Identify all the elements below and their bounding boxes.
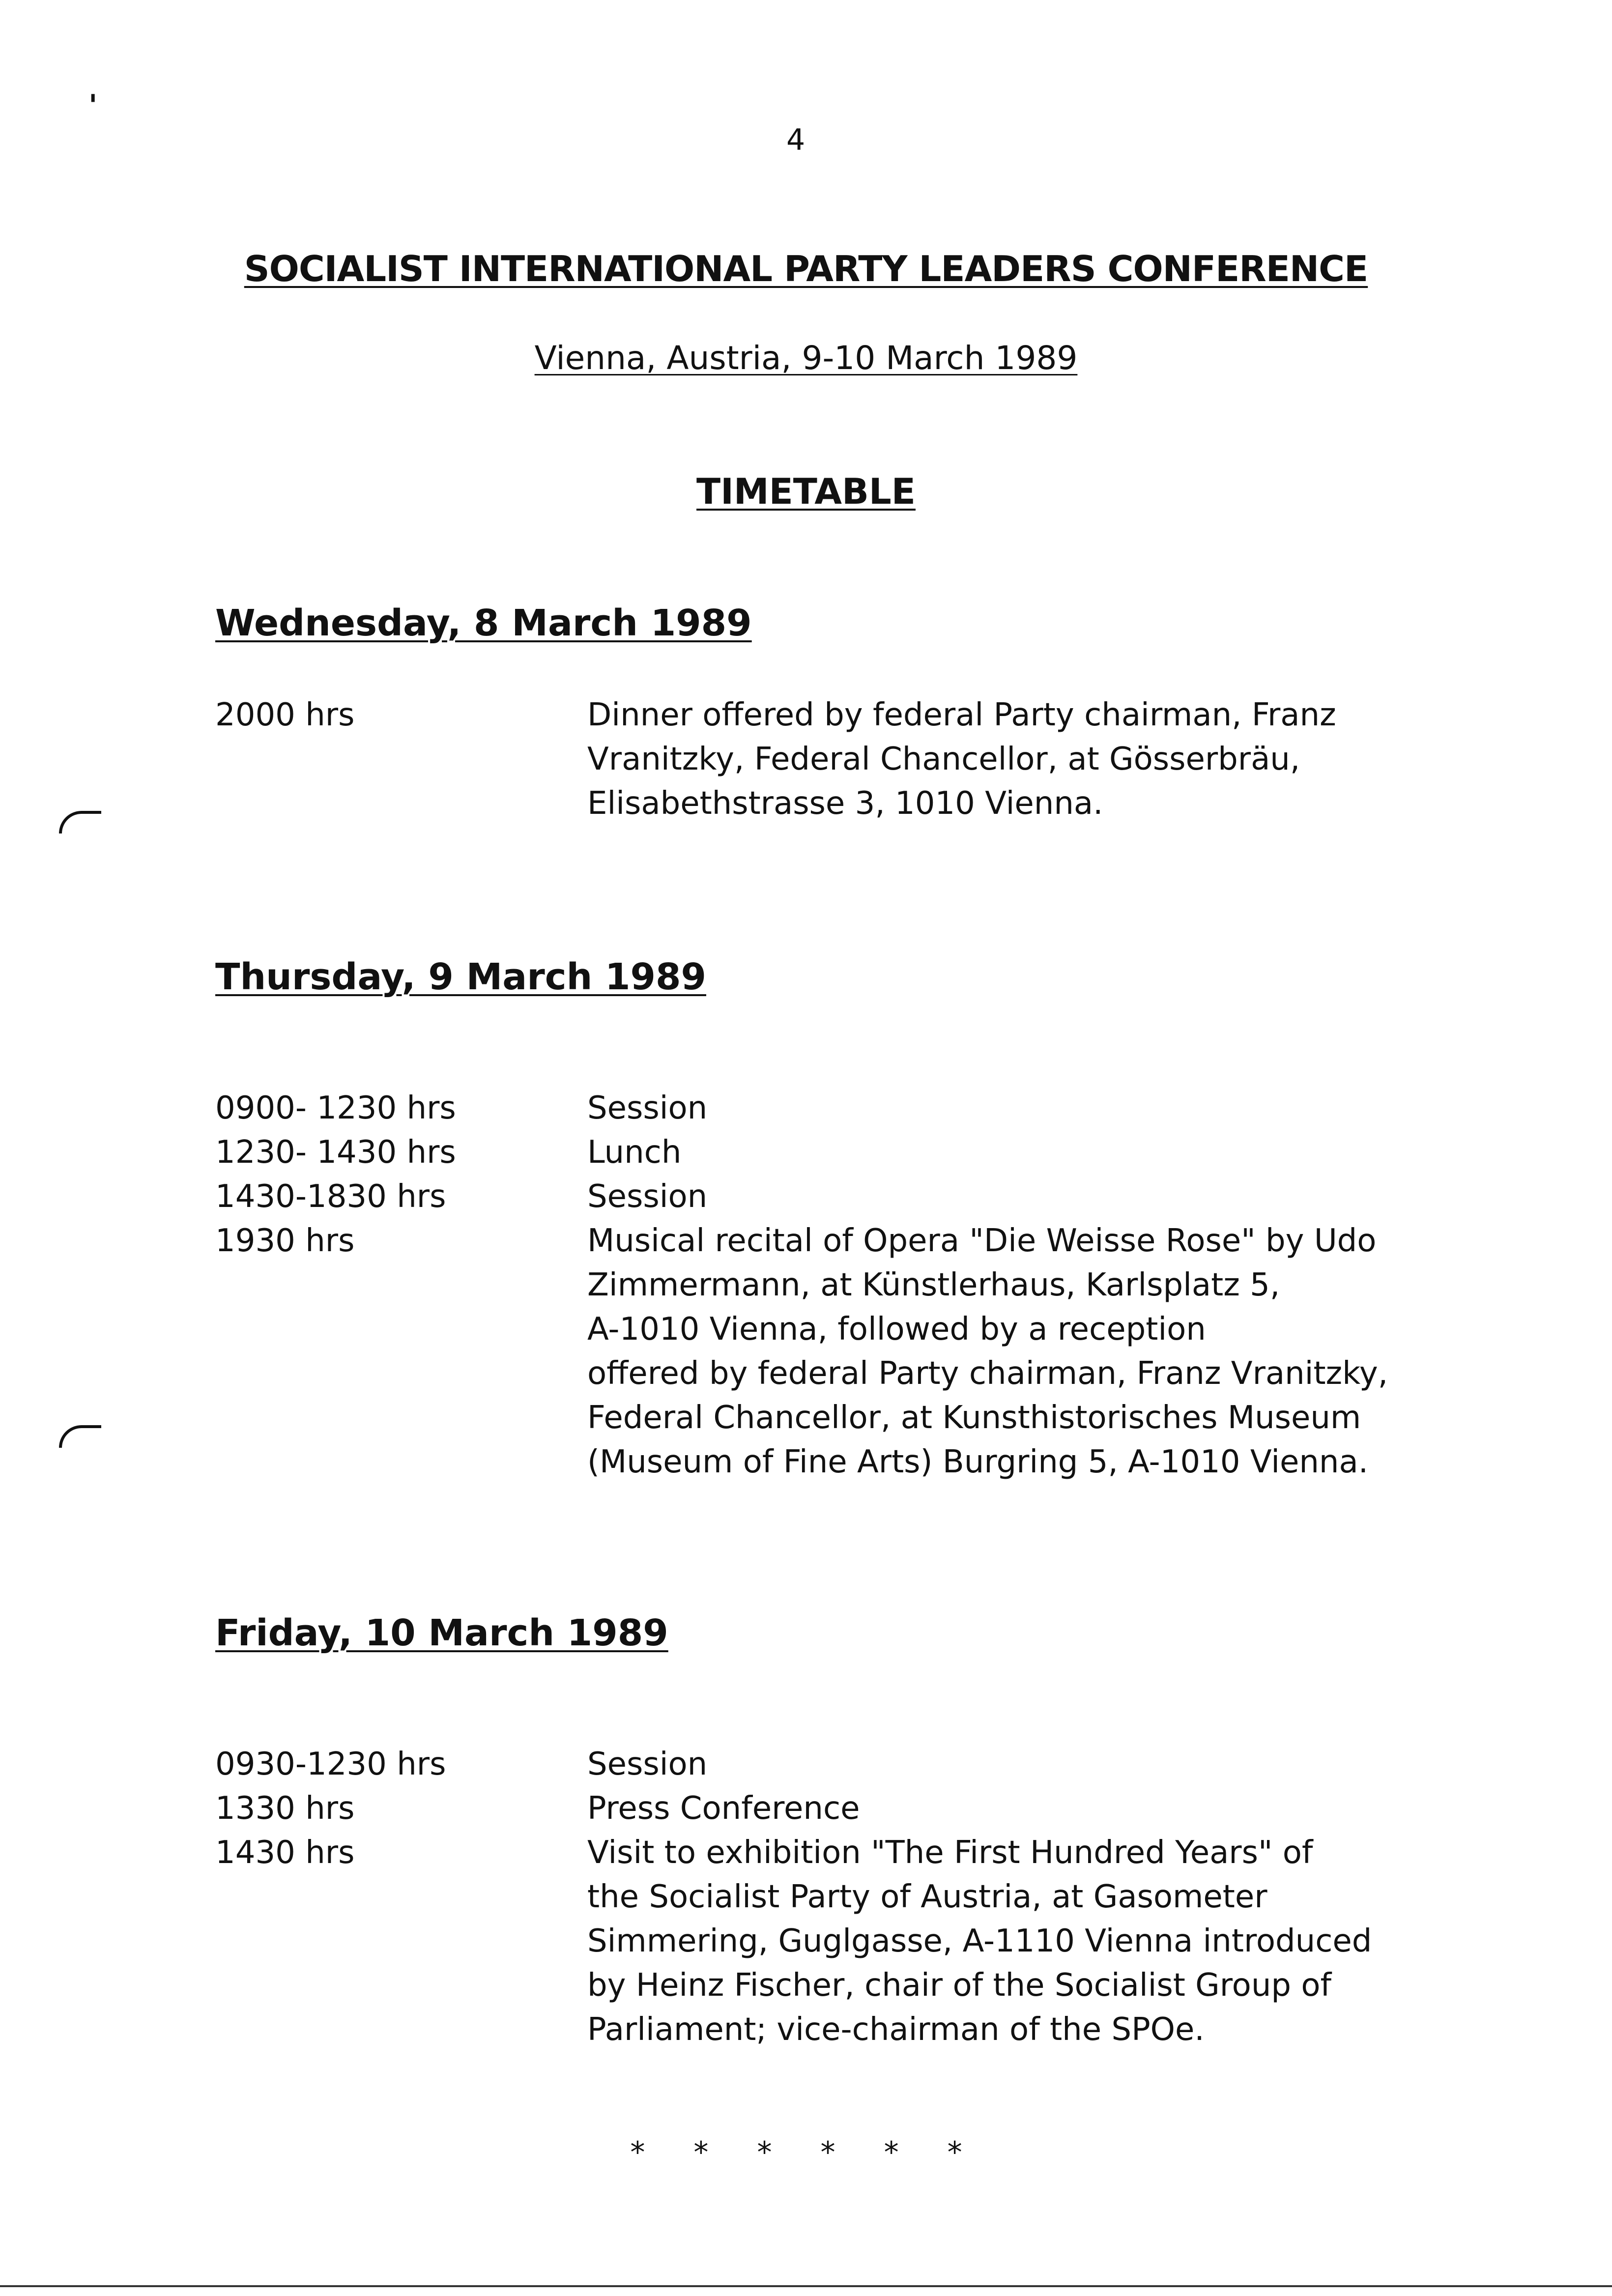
document-title: SOCIALIST INTERNATIONAL PARTY LEADERS CONFERENCE — [244, 248, 1368, 289]
day-heading-friday: Friday, 10 March 1989 — [215, 1612, 668, 1654]
schedule-time: 1330 hrs — [215, 1790, 355, 1827]
schedule-event: Lunch — [587, 1134, 682, 1171]
schedule-time: 2000 hrs — [215, 697, 355, 733]
document-subtitle: Vienna, Austria, 9-10 March 1989 — [534, 339, 1078, 377]
section-title: TIMETABLE — [696, 471, 916, 512]
schedule-time: 0900- 1230 hrs — [215, 1090, 456, 1126]
schedule-event: Dinner offered by federal Party chairman, Franz Vranitzky, Federal Chancellor, at Gösserbräu, Elisabethstrasse 3, 1010 Vienna. — [587, 697, 1336, 822]
schedule-event: Press Conference — [587, 1790, 860, 1827]
closing-asterisks: * * * * * * — [630, 2135, 982, 2170]
bottom-divider — [0, 2285, 1612, 2287]
margin-punch-mark — [59, 1425, 101, 1448]
schedule-event: Session — [587, 1090, 708, 1126]
margin-tick-mark: ' — [88, 88, 98, 123]
schedule-time: 1930 hrs — [215, 1223, 355, 1259]
schedule-time: 1230- 1430 hrs — [215, 1134, 456, 1171]
schedule-event: Musical recital of Opera "Die Weisse Rose" by Udo Zimmermann, at Künstlerhaus, Karlsplatz 5, A-1010 Vienna, followed by a reception offered by federal Party chairman, Franz Vranitzky, Federal Chancellor, at Kunsthistorisches Museum (Museum of Fine Arts) Burgring 5, A-1010 Vienna. — [587, 1223, 1388, 1480]
page-number: 4 — [786, 123, 806, 157]
schedule-event: Session — [587, 1746, 708, 1782]
day-heading-wednesday: Wednesday, 8 March 1989 — [215, 602, 752, 644]
day-heading-thursday: Thursday, 9 March 1989 — [215, 956, 706, 998]
schedule-event: Visit to exhibition "The First Hundred Years" of the Socialist Party of Austria, at Gasometer Simmering, Guglgasse, A-1110 Vienna introduced by Heinz Fischer, chair of the Socialist Group of Parliament; vice-chairman of the SPOe. — [587, 1835, 1372, 2048]
margin-punch-mark — [59, 811, 101, 833]
schedule-time: 1430-1830 hrs — [215, 1178, 446, 1215]
schedule-time: 0930-1230 hrs — [215, 1746, 446, 1782]
schedule-time: 1430 hrs — [215, 1835, 355, 1871]
schedule-event: Session — [587, 1178, 708, 1215]
